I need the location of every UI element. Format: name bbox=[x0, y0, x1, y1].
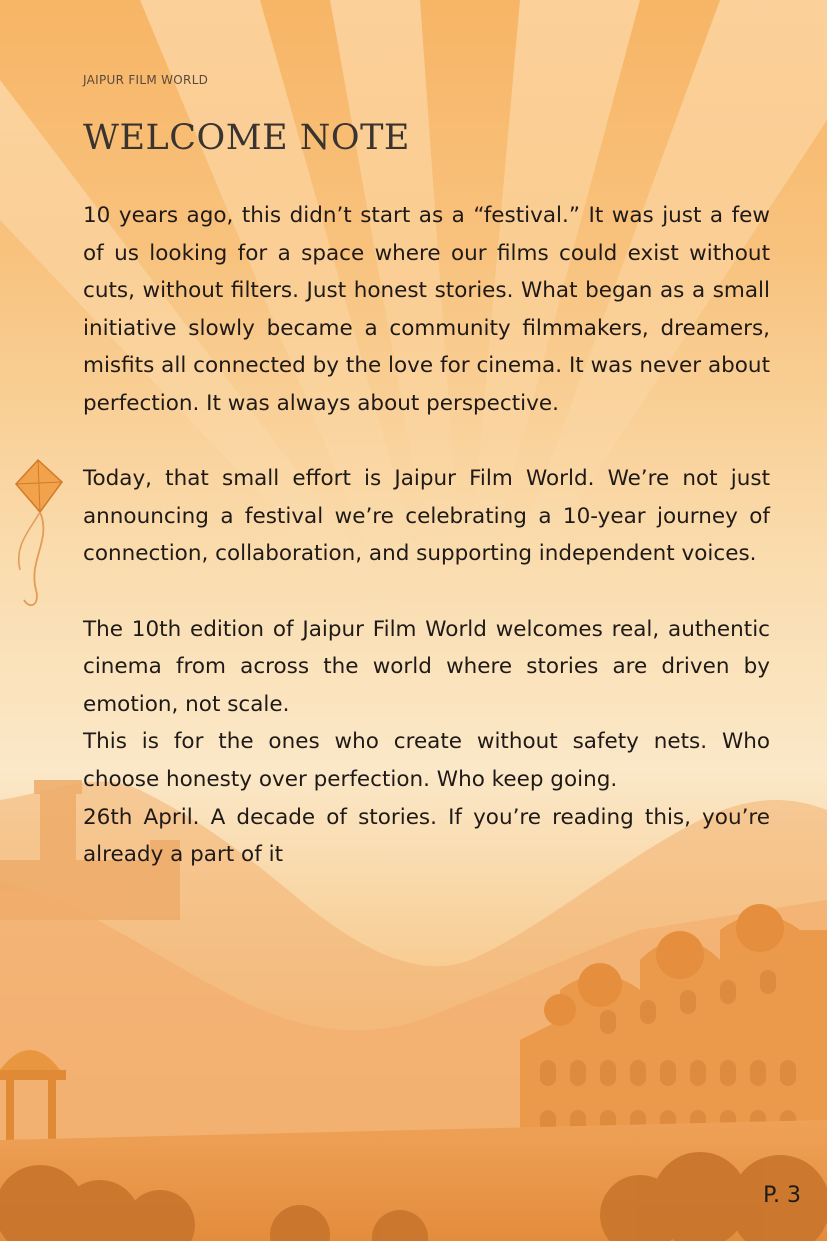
page-title: WELCOME NOTE bbox=[83, 118, 410, 158]
welcome-note-body bbox=[83, 197, 770, 874]
paragraph-3: The 10th edition of Jaipur Film World welcomes real, authentic cinema from across the world where stories are driven by emotion, not scale. bbox=[83, 616, 770, 717]
paragraph-5: 26th April. A decade of stories. If you’re reading this, you’re already a part of it bbox=[83, 804, 770, 868]
paragraph-2: Today, that small effort is Jaipur Film World. We’re not just announcing a festival we’re celebrating a 10-year journey of connection, collaboration, and supporting independent voices. bbox=[83, 466, 770, 567]
page-number: P. 3 bbox=[763, 1183, 801, 1208]
paragraph-1: 10 years ago, this didn’t start as a “festival.” It was just a few of us looking for a space where our films could exist without cuts, without filters. Just honest stories. What began as a small initiative slowly became a community filmmakers, dreamers, misfits all connected by the love for cinema. It was never about perfection. It was always about perspective. bbox=[83, 203, 770, 416]
paragraph-4: This is for the ones who create without safety nets. Who choose honesty over perfection. Who keep going. bbox=[83, 729, 770, 792]
kite-icon bbox=[16, 460, 62, 605]
publication-label: JAIPUR FILM WORLD bbox=[83, 73, 209, 87]
